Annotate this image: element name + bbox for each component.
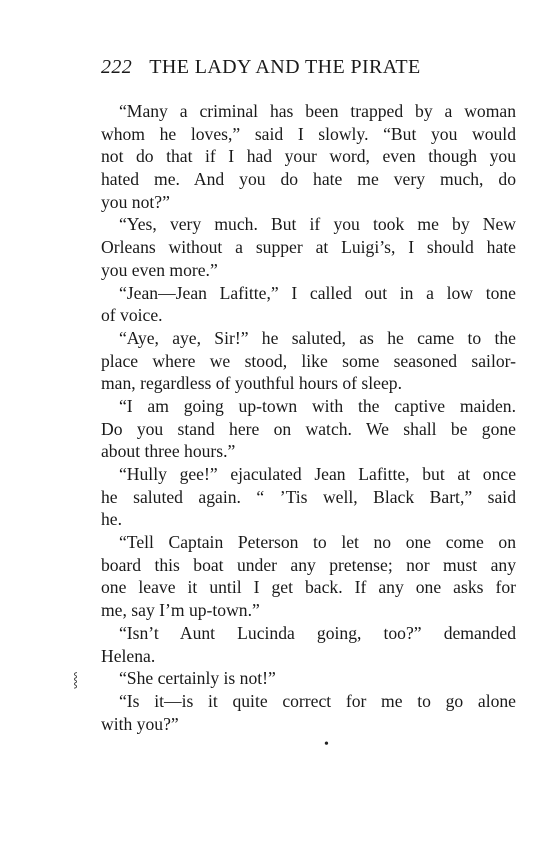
text-line: “Jean—Jean Lafitte,” I called out in a low tone (119, 282, 516, 303)
text-line: place where we stood, like some seasoned sailor- (101, 350, 516, 371)
text-line: about three hours.” (101, 441, 236, 462)
text-line: you not?” (101, 191, 170, 212)
text-line: “I am going up-town with the captive maiden. (119, 395, 516, 416)
text-line: with you?” (101, 713, 179, 734)
text-line: whom he loves,” said I slowly. “But you would (101, 123, 516, 144)
text-line: he saluted again. “ ’Tis well, Black Bart,” said (101, 486, 516, 507)
text-line: me, say I’m up-town.” (101, 600, 260, 621)
text-line: Orleans without a supper at Luigi’s, I should hate (101, 237, 516, 258)
body-text (101, 100, 516, 735)
text-line: “Aye, aye, Sir!” he saluted, as he came to the (119, 327, 516, 348)
text-line: Do you stand here on watch. We shall be gone (101, 418, 516, 439)
running-title: THE LADY AND THE PIRATE (149, 56, 421, 78)
text-line: not do that if I had your word, even though you (101, 146, 516, 167)
bottom-mark: • (324, 737, 329, 752)
text-line: “Yes, very much. But if you took me by New (119, 214, 516, 235)
text-line: “Is it—is it quite correct for me to go alone (119, 690, 516, 711)
text-line: he. (101, 509, 123, 530)
text-line: man, regardless of youthful hours of sleep. (101, 373, 402, 394)
text-line: hated me. And you do hate me very much, do (101, 169, 516, 190)
text-line: of voice. (101, 305, 163, 326)
text-line: “Isn’t Aunt Lucinda going, too?” demanded (119, 622, 516, 643)
text-line: “Many a criminal has been trapped by a woman (119, 101, 516, 121)
running-header (101, 56, 461, 79)
text-line: one leave it until I get back. If any one asks for (101, 577, 516, 598)
text-line: “Tell Captain Peterson to let no one come on (119, 532, 516, 553)
text-line: you even more.” (101, 259, 218, 280)
text-line: “She certainly is not!” (119, 668, 276, 689)
text-line: board this boat under any pretense; nor must any (101, 554, 516, 575)
page-number: 222 (101, 56, 133, 78)
text-line: Helena. (101, 645, 156, 666)
text-line: “Hully gee!” ejaculated Jean Lafitte, but at once (119, 464, 516, 484)
margin-mark: ⸾ (73, 673, 79, 688)
